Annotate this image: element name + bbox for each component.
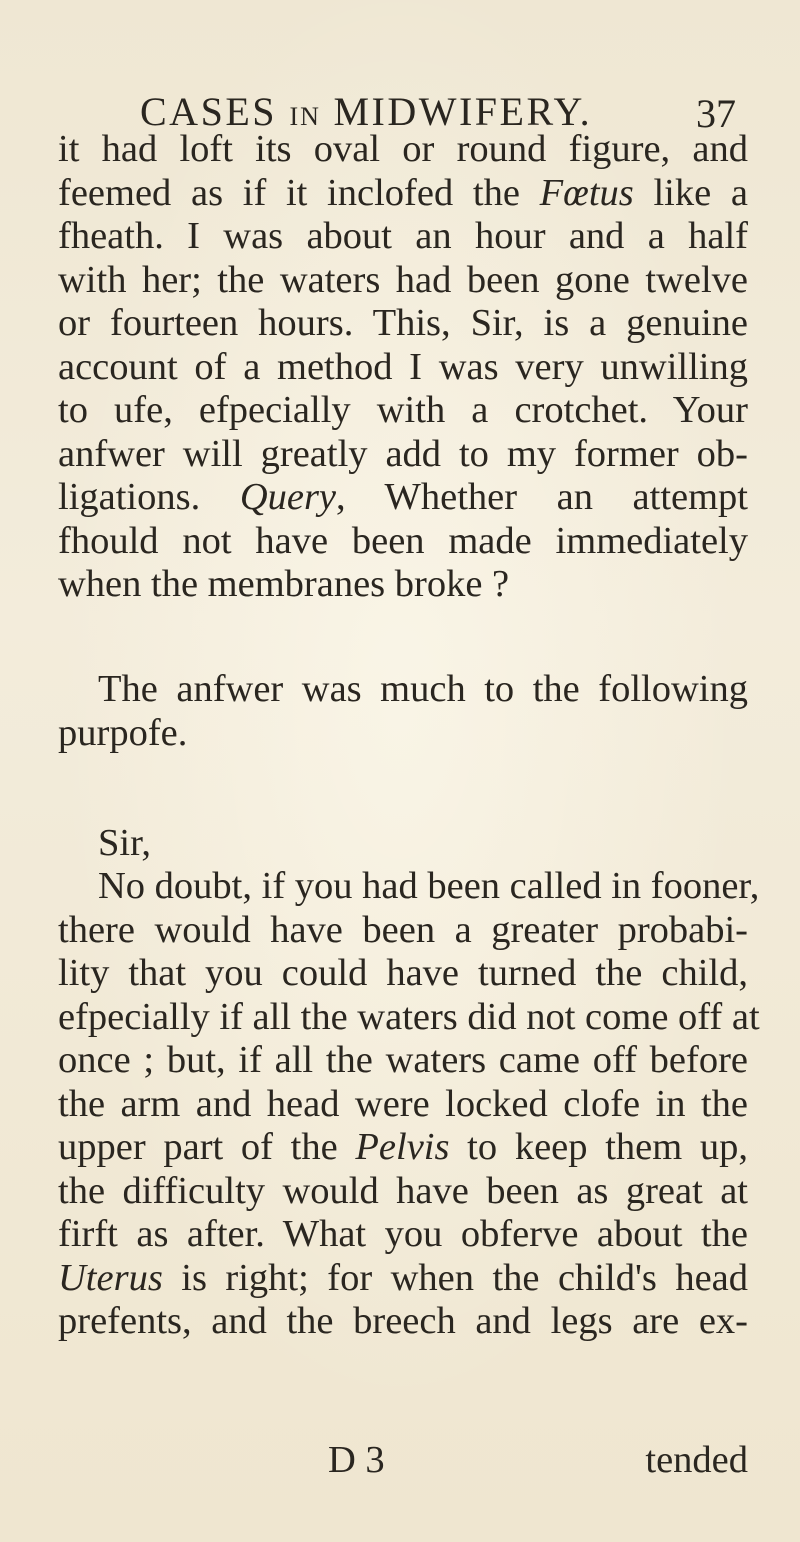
paragraph-answer bbox=[58, 865, 760, 1344]
text-line: upper part of the Pelvis to keep them up, bbox=[58, 1126, 748, 1168]
paragraph-letter-end bbox=[58, 128, 748, 607]
text-line: account of a method I was very unwilling bbox=[58, 345, 748, 388]
catchword: tended bbox=[645, 1439, 748, 1481]
title-rest: MIDWIFERY. bbox=[333, 89, 593, 134]
title-small: IN bbox=[289, 102, 321, 131]
text-line: there would have been a greater probabi- bbox=[58, 908, 748, 951]
text-line: purpofe. bbox=[58, 711, 188, 754]
text-line: or fourteen hours. This, Sir, is a genuine bbox=[58, 302, 748, 344]
signature-mark: D 3 bbox=[328, 1439, 385, 1481]
text-line: The anfwer was much to the following bbox=[98, 668, 748, 710]
text-line: prefents, and the breech and legs are ex- bbox=[58, 1300, 748, 1342]
text-line: anfwer will greatly add to my former ob- bbox=[58, 432, 748, 475]
text-line: with her; the waters had been gone twelve bbox=[58, 258, 748, 301]
text-line: the difficulty would have been as great at bbox=[58, 1169, 748, 1212]
text-line: feemed as if it inclofed the Fœtus like a bbox=[58, 171, 748, 214]
text-line: fhould not have been made immediately bbox=[58, 519, 748, 562]
text-line: once ; but, if all the waters came off before bbox=[58, 1039, 748, 1081]
text-line: lity that you could have turned the child, bbox=[58, 952, 748, 994]
text-line: to ufe, efpecially with a crotchet. Your bbox=[58, 389, 748, 431]
page-number: 37 bbox=[696, 91, 736, 136]
text-line: ligations. Query, Whether an attempt bbox=[58, 476, 749, 518]
salutation-text: Sir, bbox=[98, 822, 152, 864]
text-line: Uterus is right; for when the child's head bbox=[58, 1256, 748, 1299]
text-line: No doubt, if you had been called in fooner, bbox=[98, 865, 760, 907]
text-line: when the membranes broke ? bbox=[58, 563, 510, 605]
salutation bbox=[58, 822, 748, 866]
text-line: it had loft its oval or round figure, and bbox=[58, 128, 748, 170]
text-line: firft as after. What you obferve about the bbox=[58, 1213, 748, 1255]
title-main: CASES bbox=[140, 89, 277, 134]
paragraph-answer-intro bbox=[58, 668, 748, 755]
text-line: the arm and head were locked clofe in the bbox=[58, 1082, 748, 1125]
text-line: efpecially if all the waters did not come off at bbox=[58, 995, 760, 1038]
page-footer bbox=[58, 1438, 748, 1488]
text-line: fheath. I was about an hour and a half bbox=[58, 215, 748, 257]
